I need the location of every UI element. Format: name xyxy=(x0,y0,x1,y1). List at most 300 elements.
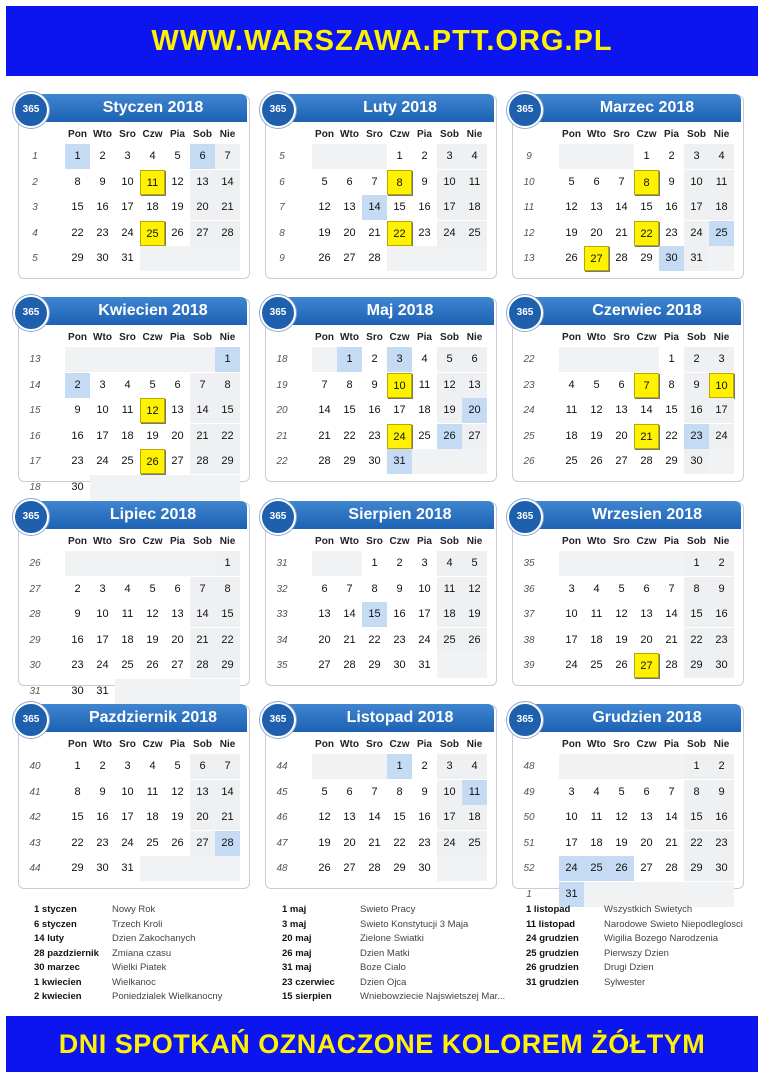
holiday-row xyxy=(282,961,505,976)
day-cell: 17 xyxy=(418,608,431,620)
empty-day-cell xyxy=(190,856,215,881)
weekday-header: Sro xyxy=(366,129,383,140)
day-cell: 3 xyxy=(124,760,131,772)
day-cell: 1 xyxy=(371,557,378,569)
holiday-day-cell: 1 xyxy=(65,144,90,169)
day-cell: 22 xyxy=(215,424,240,449)
day-cell: 6 xyxy=(462,347,487,372)
day-cell: 24 xyxy=(418,633,431,646)
day-cell: 23 xyxy=(418,226,431,239)
day-cell: 28 xyxy=(640,455,653,467)
day-cell: 30 xyxy=(418,862,431,874)
holiday-date: 26 maj xyxy=(282,947,312,959)
weekday-header: Sob xyxy=(440,332,459,343)
day-cell: 7 xyxy=(321,378,328,391)
day-cell: 8 xyxy=(74,175,81,188)
month-header xyxy=(513,297,741,325)
holiday-day-cell: 20 xyxy=(462,398,487,423)
empty-day-cell xyxy=(362,754,387,779)
day-cell: 16 xyxy=(709,602,734,627)
week-number: 22 xyxy=(276,456,288,467)
day-cell: 12 xyxy=(590,404,603,416)
holiday-name: Zmiana czasu xyxy=(112,947,172,959)
holiday-day-cell: 1 xyxy=(337,347,362,372)
meeting-day-cell: 11 xyxy=(140,170,165,195)
week-number: 44 xyxy=(276,761,288,772)
holiday-row xyxy=(34,947,222,962)
empty-day-cell xyxy=(659,551,684,576)
holiday-row xyxy=(282,976,505,991)
holiday-date: 15 sierpien xyxy=(282,991,332,1002)
day-cell: 9 xyxy=(684,373,709,398)
holiday-name: Dzien Ojca xyxy=(360,976,407,988)
empty-day-cell xyxy=(462,856,487,881)
month-header xyxy=(266,704,494,732)
week-number: 23 xyxy=(523,379,535,391)
day-cell: 10 xyxy=(565,811,578,823)
weekday-header: Wto xyxy=(340,332,359,343)
empty-day-cell xyxy=(190,679,215,704)
weekday-header: Sro xyxy=(613,536,630,547)
week-number: 1 xyxy=(32,151,38,162)
day-cell: 8 xyxy=(396,785,403,798)
holiday-name: Wniebowziecie Najswietszej Mar... xyxy=(360,991,506,1002)
week-number: 16 xyxy=(29,430,41,442)
weekday-header: Pia xyxy=(416,332,432,343)
month-title: Listopad 2018 xyxy=(346,709,454,726)
day-cell: 19 xyxy=(318,836,331,849)
weekday-header: Nie xyxy=(219,739,236,750)
day-cell: 13 xyxy=(171,608,184,620)
empty-day-cell xyxy=(609,754,634,779)
day-cell: 3 xyxy=(421,557,428,569)
empty-day-cell xyxy=(412,246,437,271)
day-cell: 18 xyxy=(565,429,578,442)
day-cell: 15 xyxy=(71,811,84,823)
holiday-row xyxy=(526,976,743,991)
holiday-row xyxy=(526,947,743,962)
day-cell: 21 xyxy=(343,633,356,646)
week-number: 32 xyxy=(276,583,288,595)
weekday-header: Nie xyxy=(713,739,730,750)
weekday-header: Sob xyxy=(193,536,212,547)
empty-day-cell xyxy=(140,347,165,372)
day-cell: 14 xyxy=(665,811,678,823)
day-cell: 20 xyxy=(343,836,356,849)
week-number: 18 xyxy=(29,481,41,493)
day-cell: 9 xyxy=(421,175,428,188)
day-cell: 23 xyxy=(665,226,678,239)
week-number: 38 xyxy=(523,634,535,646)
day-cell: 19 xyxy=(437,398,462,423)
day-cell: 29 xyxy=(71,862,84,874)
day-cell: 29 xyxy=(343,455,356,467)
day-cell: 20 xyxy=(318,633,331,646)
day-cell: 22 xyxy=(71,836,84,849)
day-cell: 16 xyxy=(368,404,381,416)
holiday-name: Nowy Rok xyxy=(112,904,156,915)
weekday-header: Pon xyxy=(562,332,581,343)
weekday-header: Pon xyxy=(68,536,87,547)
day-cell: 7 xyxy=(668,582,675,595)
holiday-date: 1 styczen xyxy=(34,904,77,915)
day-cell: 2 xyxy=(421,760,428,772)
empty-day-cell xyxy=(312,754,337,779)
weekday-header: Pia xyxy=(416,739,432,750)
day-cell: 26 xyxy=(565,252,578,264)
day-cell: 29 xyxy=(368,659,381,671)
day-cell: 16 xyxy=(709,805,734,830)
weekday-header: Sro xyxy=(366,536,383,547)
empty-day-cell xyxy=(190,347,215,372)
month-header xyxy=(513,704,741,732)
weekday-header: Pia xyxy=(169,536,185,547)
badge-365-icon: 365 xyxy=(260,92,296,128)
day-cell: 13 xyxy=(615,404,628,416)
holiday-name: Zielone Swiatki xyxy=(360,933,424,944)
day-cell: 28 xyxy=(343,659,356,671)
weekday-header: Czw xyxy=(389,332,410,343)
month-title: Sierpien 2018 xyxy=(348,506,452,523)
empty-day-cell xyxy=(584,551,609,576)
week-number: 36 xyxy=(523,583,535,595)
weekday-header: Sob xyxy=(440,129,459,140)
weekday-header: Sob xyxy=(193,332,212,343)
badge-365-icon: 365 xyxy=(13,92,49,128)
month-title: Marzec 2018 xyxy=(599,99,695,116)
day-cell: 6 xyxy=(321,582,328,595)
badge-365-icon: 365 xyxy=(507,92,543,128)
day-cell: 5 xyxy=(437,347,462,372)
day-cell: 4 xyxy=(421,353,428,365)
day-cell: 19 xyxy=(565,226,578,239)
weekday-header: Pon xyxy=(315,536,334,547)
holiday-row xyxy=(34,990,222,1005)
empty-day-cell xyxy=(190,475,215,500)
month-calendar xyxy=(265,95,497,279)
day-cell: 17 xyxy=(437,805,462,830)
day-cell: 15 xyxy=(393,811,406,823)
day-cell: 17 xyxy=(393,404,406,416)
month-calendar xyxy=(265,502,497,686)
holiday-name: Dzien Zakochanych xyxy=(112,933,196,944)
day-cell: 9 xyxy=(709,780,734,805)
day-cell: 27 xyxy=(190,831,215,856)
month-calendar xyxy=(18,298,250,493)
day-cell: 20 xyxy=(590,226,603,239)
empty-day-cell xyxy=(140,551,165,576)
week-number: 28 xyxy=(29,609,41,620)
weekday-header: Wto xyxy=(340,739,359,750)
day-cell: 10 xyxy=(437,780,462,805)
empty-day-cell xyxy=(65,347,90,372)
day-cell: 7 xyxy=(346,582,353,595)
holiday-day-cell: 2 xyxy=(65,373,90,398)
weekday-header: Pia xyxy=(169,739,185,750)
day-cell: 4 xyxy=(149,760,156,772)
meeting-day-cell: 22 xyxy=(634,221,659,246)
empty-day-cell xyxy=(115,551,140,576)
day-cell: 4 xyxy=(709,144,734,169)
holiday-name: Swieto Pracy xyxy=(360,904,416,915)
day-cell: 16 xyxy=(71,633,84,646)
day-cell: 22 xyxy=(665,429,678,442)
website-url: WWW.WARSZAWA.PTT.ORG.PL xyxy=(151,25,613,57)
day-cell: 7 xyxy=(371,175,378,188)
day-cell: 4 xyxy=(568,378,575,391)
day-cell: 23 xyxy=(418,836,431,849)
day-cell: 15 xyxy=(215,602,240,627)
day-cell: 6 xyxy=(346,175,353,188)
day-cell: 1 xyxy=(684,551,709,576)
day-cell: 22 xyxy=(71,226,84,239)
empty-day-cell xyxy=(190,551,215,576)
day-cell: 18 xyxy=(146,811,159,823)
day-cell: 3 xyxy=(437,144,462,169)
weekday-header: Pia xyxy=(663,332,679,343)
day-cell: 27 xyxy=(318,659,331,671)
holiday-name: Wszystkich Swietych xyxy=(604,904,693,915)
weekday-header: Wto xyxy=(93,739,112,750)
holiday-date: 23 czerwiec xyxy=(282,976,335,988)
meeting-day-cell: 10 xyxy=(709,373,734,398)
week-number: 7 xyxy=(279,202,285,213)
empty-day-cell xyxy=(709,449,734,474)
holiday-row xyxy=(526,961,743,976)
weekday-header: Sob xyxy=(440,536,459,547)
empty-day-cell xyxy=(312,144,337,169)
weekday-header: Pon xyxy=(315,129,334,140)
day-cell: 28 xyxy=(615,252,628,264)
week-number: 35 xyxy=(276,660,288,671)
weekday-header: Czw xyxy=(636,739,657,750)
day-cell: 15 xyxy=(684,805,709,830)
day-cell: 16 xyxy=(418,201,431,213)
day-cell: 13 xyxy=(343,811,356,823)
day-cell: 3 xyxy=(99,378,106,391)
day-cell: 14 xyxy=(190,398,215,423)
empty-day-cell xyxy=(115,347,140,372)
day-cell: 2 xyxy=(684,347,709,372)
day-cell: 13 xyxy=(343,201,356,213)
day-cell: 22 xyxy=(684,628,709,653)
day-cell: 14 xyxy=(640,404,653,416)
week-number: 35 xyxy=(523,558,535,569)
day-cell: 5 xyxy=(618,785,625,798)
day-cell: 7 xyxy=(371,785,378,798)
weekday-header: Pon xyxy=(68,129,87,140)
weekday-header: Nie xyxy=(713,536,730,547)
holiday-date: 11 listopad xyxy=(526,918,576,930)
day-cell: 9 xyxy=(396,582,403,595)
empty-day-cell xyxy=(584,144,609,169)
holiday-row xyxy=(34,961,222,976)
week-number: 12 xyxy=(523,227,535,239)
week-number: 21 xyxy=(276,430,288,442)
day-cell: 18 xyxy=(121,633,134,646)
month-title: Lipiec 2018 xyxy=(109,506,197,523)
weekday-header: Sro xyxy=(119,332,136,343)
holiday-name: Trzech Kroli xyxy=(112,918,163,930)
week-number: 1 xyxy=(526,888,532,900)
empty-day-cell xyxy=(215,475,240,500)
empty-day-cell xyxy=(337,754,362,779)
day-cell: 30 xyxy=(684,449,709,474)
day-cell: 14 xyxy=(215,170,240,195)
day-cell: 6 xyxy=(174,378,181,391)
month-calendar xyxy=(18,705,250,889)
weekday-header: Wto xyxy=(587,739,606,750)
day-cell: 6 xyxy=(174,582,181,595)
weekday-header: Pia xyxy=(663,536,679,547)
day-cell: 2 xyxy=(99,760,106,772)
weekday-header: Pon xyxy=(562,129,581,140)
week-number: 17 xyxy=(29,456,41,467)
holiday-name: Narodowe Swieto Niepodleglosci xyxy=(604,918,743,930)
holiday-column xyxy=(34,903,222,1005)
week-number: 5 xyxy=(279,151,285,162)
month-calendar xyxy=(265,705,497,889)
day-cell: 4 xyxy=(437,551,462,576)
day-cell: 28 xyxy=(318,455,331,467)
day-cell: 22 xyxy=(343,429,356,442)
day-cell: 21 xyxy=(368,836,381,849)
holiday-column xyxy=(282,903,505,1005)
weekday-header: Czw xyxy=(142,332,163,343)
empty-day-cell xyxy=(659,754,684,779)
week-number: 9 xyxy=(526,151,532,162)
day-cell: 14 xyxy=(368,811,381,823)
day-cell: 13 xyxy=(190,780,215,805)
weekday-header: Czw xyxy=(636,129,657,140)
weekday-header: Pia xyxy=(663,739,679,750)
day-cell: 10 xyxy=(418,582,431,595)
empty-day-cell xyxy=(115,475,140,500)
day-cell: 12 xyxy=(462,577,487,602)
holiday-name: Wielki Piatek xyxy=(112,962,167,973)
day-cell: 4 xyxy=(124,378,131,391)
day-cell: 18 xyxy=(121,429,134,442)
holiday-date: 1 maj xyxy=(282,904,307,915)
empty-day-cell xyxy=(90,347,115,372)
day-cell: 29 xyxy=(665,455,678,467)
day-cell: 13 xyxy=(171,404,184,416)
day-cell: 6 xyxy=(643,582,650,595)
day-cell: 1 xyxy=(74,760,81,772)
weekday-header: Sro xyxy=(119,129,136,140)
week-number: 46 xyxy=(276,812,288,823)
day-cell: 22 xyxy=(393,836,406,849)
day-cell: 7 xyxy=(215,144,240,169)
weekday-header: Sro xyxy=(613,129,630,140)
holiday-row xyxy=(526,903,743,918)
day-cell: 13 xyxy=(318,608,331,620)
day-cell: 15 xyxy=(393,201,406,213)
day-cell: 20 xyxy=(343,226,356,239)
day-cell: 14 xyxy=(665,608,678,620)
day-cell: 25 xyxy=(146,836,159,849)
weekday-header: Sro xyxy=(613,739,630,750)
day-cell: 2 xyxy=(396,557,403,569)
day-cell: 1 xyxy=(396,150,403,162)
empty-day-cell xyxy=(634,347,659,372)
month-calendar xyxy=(18,502,250,697)
day-cell: 2 xyxy=(74,582,81,595)
empty-day-cell xyxy=(215,856,240,881)
weekday-header: Wto xyxy=(587,129,606,140)
holiday-day-cell: 6 xyxy=(190,144,215,169)
day-cell: 13 xyxy=(640,608,653,620)
week-number: 4 xyxy=(32,227,38,239)
holiday-day-cell: 26 xyxy=(609,856,634,881)
day-cell: 15 xyxy=(71,201,84,213)
weekday-header: Pia xyxy=(169,332,185,343)
day-cell: 26 xyxy=(146,659,159,671)
week-number: 18 xyxy=(276,354,288,365)
weekday-header: Sro xyxy=(366,739,383,750)
day-cell: 11 xyxy=(462,170,487,195)
holiday-day-cell: 25 xyxy=(709,221,734,246)
day-cell: 16 xyxy=(71,429,84,442)
day-cell: 4 xyxy=(149,150,156,162)
day-cell: 30 xyxy=(709,653,734,678)
empty-day-cell xyxy=(559,551,584,576)
holiday-name: Pierwszy Dzien xyxy=(604,947,669,959)
holiday-row xyxy=(282,990,505,1005)
day-cell: 4 xyxy=(593,785,600,798)
day-cell: 21 xyxy=(190,424,215,449)
day-cell: 25 xyxy=(418,429,431,442)
day-cell: 24 xyxy=(684,221,709,246)
day-cell: 13 xyxy=(590,201,603,213)
day-cell: 18 xyxy=(146,201,159,213)
day-cell: 8 xyxy=(74,785,81,798)
week-number: 44 xyxy=(29,863,41,874)
month-title: Grudzien 2018 xyxy=(592,709,702,726)
day-cell: 6 xyxy=(618,378,625,391)
day-cell: 25 xyxy=(121,659,134,671)
weekday-header: Wto xyxy=(587,332,606,343)
weekday-header: Pia xyxy=(416,536,432,547)
holiday-date: 2 kwiecien xyxy=(34,991,82,1002)
week-number: 52 xyxy=(523,863,535,874)
day-cell: 8 xyxy=(215,577,240,602)
day-cell: 18 xyxy=(590,836,603,849)
day-cell: 22 xyxy=(684,831,709,856)
weekday-header: Sro xyxy=(119,536,136,547)
empty-day-cell xyxy=(709,246,734,271)
empty-day-cell xyxy=(312,347,337,372)
day-cell: 24 xyxy=(437,221,462,246)
week-number: 41 xyxy=(29,786,41,798)
badge-365-icon: 365 xyxy=(507,499,543,535)
empty-day-cell xyxy=(165,551,190,576)
month-header xyxy=(19,704,247,732)
empty-day-cell xyxy=(634,551,659,576)
month-calendar xyxy=(512,502,744,686)
meeting-day-cell: 22 xyxy=(387,221,412,246)
holiday-date: 6 styczen xyxy=(34,918,77,930)
day-cell: 21 xyxy=(318,429,331,442)
day-cell: 29 xyxy=(71,252,84,264)
week-number: 33 xyxy=(276,609,288,620)
weekday-header: Wto xyxy=(340,129,359,140)
badge-365-icon: 365 xyxy=(260,295,296,331)
day-cell: 4 xyxy=(593,582,600,595)
day-cell: 2 xyxy=(709,754,734,779)
day-cell: 20 xyxy=(171,633,184,646)
day-cell: 16 xyxy=(96,201,109,213)
